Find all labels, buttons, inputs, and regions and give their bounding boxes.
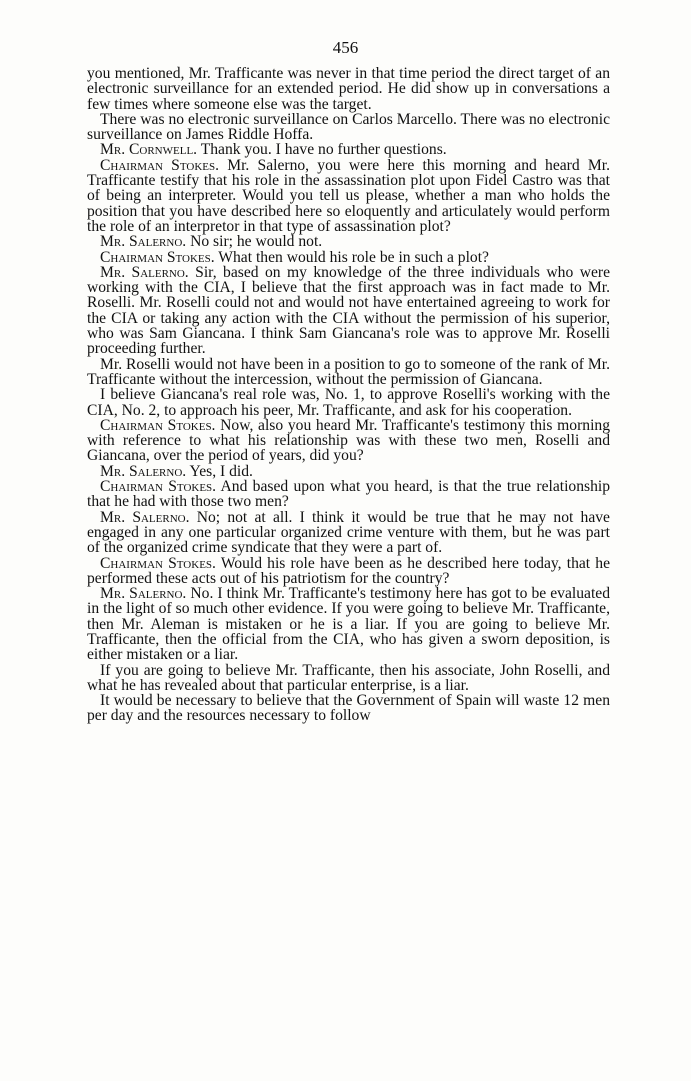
speaker-name: Mr. Cornwell. [100,141,198,159]
paragraph [87,479,610,510]
paragraph-text: Mr. Salerno, you were here this morning and heard Mr. Trafficante testify that his role in the assassination plot upon Fidel Castro was that of being an interpreter. Would you tell us please, whether a man who holds the position that you have described here so eloquently and articulately would perform the role of an interpretor in that type of assassination plot? [87,156,610,235]
paragraph [87,693,610,724]
paragraph-text: And based upon what you heard, is that the true relationship that he had with those two men? [87,478,611,511]
paragraph [87,663,610,694]
speaker-name: Mr. Salerno. [100,263,189,281]
speaker-name: Mr. Salerno. [100,233,187,251]
paragraph-text: No. I think Mr. Trafficante's testimony here has got to be evaluated in the light of so much other evidence. If you were going to believe Mr. Trafficante, then Mr. Aleman is mistaken or he is a liar. If you are going to believe Mr. Trafficante, then the official from the CIA, who has given a sworn deposition, is either mistaken or a liar. [87,585,610,664]
paragraph-text: you mentioned, Mr. Trafficante was never in that time period the direct target of an electronic surveillance for an extended period. He did show up in conversations a few times where someone else was the target. [87,65,610,113]
paragraph-text: It would be necessary to believe that the Government of Spain will waste 12 men per day and the resources necessary to follow [87,692,610,725]
paragraph-text: Yes, I did. [189,462,253,480]
paragraph-text: Now, also you heard Mr. Trafficante's testimony this morning with reference to what his relationship was with these two men, Roselli and Giancana, over the period of years, did you? [87,416,610,465]
speaker-name: Mr. Salerno. [100,462,187,480]
paragraph [87,418,610,464]
paragraph-text: No sir; he would not. [190,233,323,251]
paragraph-text: No; not at all. I think it would be true that he may not have engaged in any one particular organized crime venture with them, but he was part of the organized crime syndicate that they were a part of. [87,508,610,557]
speaker-name: Chairman Stokes. [100,416,216,434]
speaker-name: Chairman Stokes. [100,156,219,174]
paragraph [87,387,610,418]
paragraph-text: Mr. Roselli would not have been in a position to go to someone of the rank of Mr. Trafficante without the intercession, without the permission of Giancana. [87,355,610,388]
page-number: 456 [332,38,359,57]
paragraph [87,112,610,143]
paragraph [87,142,610,157]
speaker-name: Mr. Salerno. [100,508,190,526]
paragraph-text: If you are going to believe Mr. Trafficante, then his associate, John Roselli, and what he has revealed about that particular enterprise, is a liar. [87,661,610,694]
paragraph-text: There was no electronic surveillance on Carlos Marcello. There was no electronic surveillance on James Riddle Hoffa. [87,110,610,144]
paragraph [87,234,610,249]
paragraph-text: Thank you. I have no further questions. [200,141,447,159]
paragraph [87,357,610,388]
paragraph-text: What then would his role be in such a plot? [218,248,489,266]
paragraph [87,586,610,662]
paragraph [87,556,610,587]
paragraph [87,250,610,265]
paragraph-text: Would his role have been as he described here today, that he performed these acts out of his patriotism for the country? [87,554,611,587]
speaker-name: Chairman Stokes. [100,554,216,572]
paragraph [87,265,610,357]
speaker-name: Chairman Stokes. [100,248,215,266]
speaker-name: Mr. Salerno. [100,585,187,603]
speaker-name: Chairman Stokes. [100,478,217,496]
hearing-transcript-text [87,66,610,724]
paragraph [87,510,610,556]
paragraph-text: Sir, based on my knowledge of the three individuals who were working with the CIA, I believe that the first approach was in fact made to Mr. Roselli. Mr. Roselli could not and would not have entertained agreeing to work for the CIA or taking any action with the CIA without the permission of his superior, who was Sam Giancana. I think Sam Giancana's role was to approve Mr. Roselli proceeding further. [87,263,611,358]
paragraph [87,158,610,234]
paragraph [87,464,610,479]
paragraph-text: I believe Giancana's real role was, No. 1, to approve Roselli's working with the CIA, No. 2, to approach his peer, Mr. Trafficante, and ask for his cooperation. [87,386,610,419]
paragraph [87,66,610,112]
